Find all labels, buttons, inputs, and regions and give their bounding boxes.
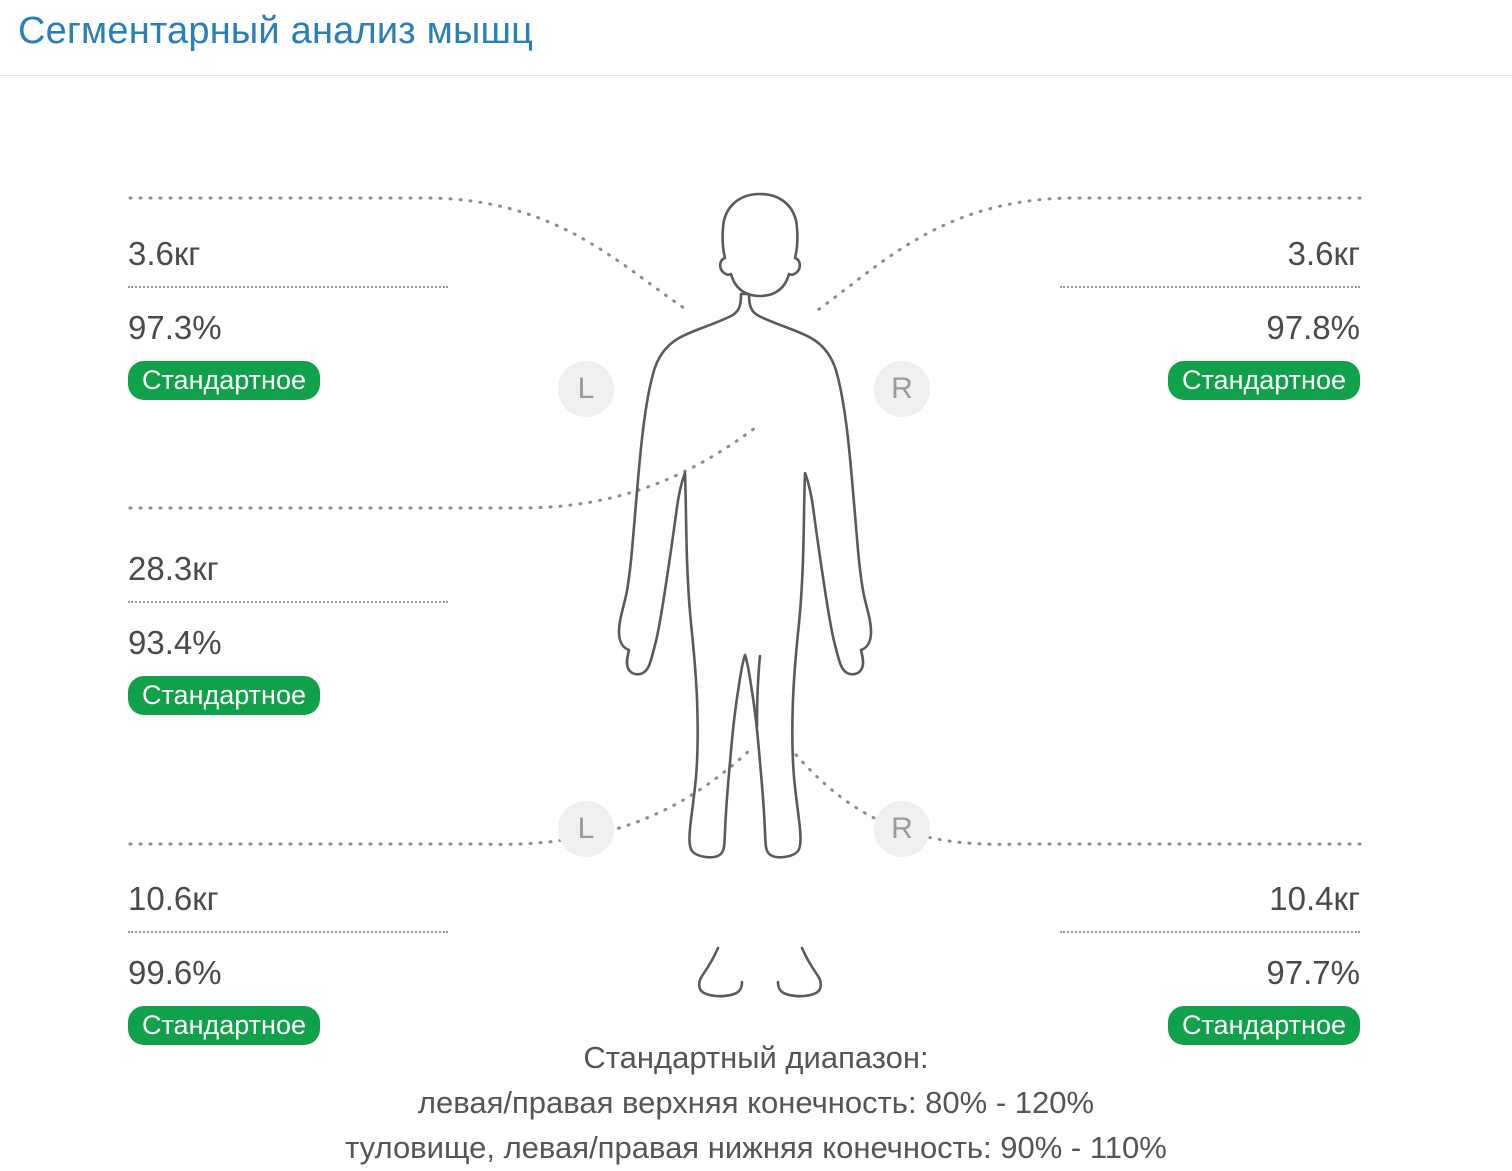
arm-right-rule (1060, 286, 1360, 288)
leg-left-percent: 99.6% (128, 954, 222, 992)
leg-right-percent: 97.7% (1266, 954, 1360, 992)
leg-right-side-badge: R (874, 801, 930, 857)
standard-range-footnote (0, 1036, 1512, 1171)
segment-arm-right (1060, 236, 1360, 405)
arm-right-mass: 3.6кг (1287, 235, 1360, 272)
segment-trunk (128, 551, 448, 720)
segment-arm-left (128, 236, 448, 405)
arm-left-side-badge: L (558, 361, 614, 417)
footnote-line-3: туловище, левая/правая нижняя конечность: 90% - 110% (345, 1129, 1167, 1165)
trunk-percent: 93.4% (128, 624, 222, 662)
trunk-status-badge: Стандартное (128, 676, 320, 716)
leg-left-status-badge: Стандартное (128, 1006, 320, 1046)
trunk-mass: 28.3кг (128, 550, 219, 587)
arm-left-mass: 3.6кг (128, 235, 201, 272)
leg-right-status-badge: Стандартное (1168, 1006, 1360, 1046)
arm-left-rule (128, 286, 448, 288)
arm-right-side-badge: R (874, 361, 930, 417)
leg-left-side-badge: L (558, 801, 614, 857)
segment-leg-right (1060, 881, 1360, 1050)
arm-left-percent: 97.3% (128, 309, 222, 347)
arm-left-status-badge: Стандартное (128, 361, 320, 401)
page-title: Сегментарный анализ мышц (18, 10, 534, 52)
body-silhouette (610, 186, 910, 1006)
arm-right-percent: 97.8% (1266, 309, 1360, 347)
segment-leg-left (128, 881, 448, 1050)
trunk-rule (128, 601, 448, 603)
arm-right-status-badge: Стандартное (1168, 361, 1360, 401)
leg-left-rule (128, 931, 448, 933)
leg-right-mass: 10.4кг (1269, 880, 1360, 917)
leg-right-rule (1060, 931, 1360, 933)
chart-area (0, 76, 1512, 1165)
leg-left-mass: 10.6кг (128, 880, 219, 917)
footnote-line-1: Стандартный диапазон: (583, 1040, 929, 1075)
footnote-line-2: левая/правая верхняя конечность: 80% - 120% (417, 1084, 1095, 1120)
